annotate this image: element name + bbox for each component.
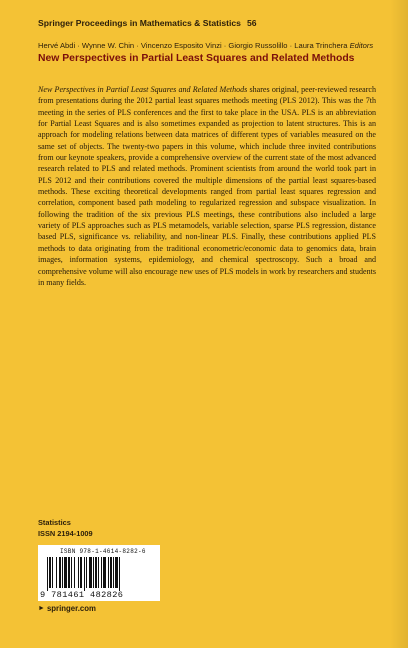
editors-line <box>38 41 398 50</box>
back-cover-blurb <box>38 84 376 288</box>
series-name: Springer Proceedings in Mathematics & Statistics <box>38 18 241 28</box>
series-line <box>38 18 257 28</box>
blurb-body: shares original, peer-reviewed research from presentations during the 2012 partial least squares methods meeting (PLS 2012). This was the 7th meeting in the series of PLS conferences and the first to take place in the USA. PLS is an abbreviation for Partial Least Squares and is also sometimes expanded as projection to latent structures. This is an approach for modeling relations between data matrices of different types of variables measured on the same set of objects. The twenty-two papers in this volume, which include three invited contributions from our keynote speakers, provide a comprehensive overview of the current state of the most advanced research related to PLS and related methods. Prominent scientists from around the world took part in PLS 2012 and their contributions covered the multiple dimensions of the partial least squares-based methods. These exciting theoretical developments ranged from partial least squares regression and correlation, component based path modeling to regularized regression and subspace visualization. In following the tradition of the six previous PLS meetings, these contributions also included a large variety of PLS approaches such as PLS metamodels, variable selection, sparse PLS regression, distance based PLS, significance vs. reliability, and non-linear PLS. Finally, these contributions applied PLS methods to data originating from the traditional econometric/economic data to genomics data, brain images, information systems, epidemiology, and chemical spectroscopy. Such a broad and comprehensive volume will also encourage new uses of PLS models in work by researchers and students in many fields. <box>38 85 376 287</box>
ean-number: 9 781461 482826 <box>40 590 124 600</box>
publisher-link[interactable] <box>38 604 96 613</box>
subject-label: Statistics <box>38 518 71 527</box>
issn-label: ISSN 2194-1009 <box>38 529 93 538</box>
cover-edge-shadow <box>390 0 408 648</box>
editor-names: Hervé Abdi · Wynne W. Chin · Vincenzo Esposito Vinzi · Giorgio Russolillo · Laura Trinchera <box>38 41 348 50</box>
book-title: New Perspectives in Partial Least Squares and Related Methods <box>38 53 355 64</box>
publisher-url: springer.com <box>46 604 96 613</box>
barcode <box>38 545 160 601</box>
blurb-lead-title: New Perspectives in Partial Least Squares and Related Methods <box>38 85 248 94</box>
barcode-bars <box>46 557 152 591</box>
arrow-right-icon: ► <box>38 605 45 612</box>
editors-label: Editors <box>349 41 374 50</box>
series-number: 56 <box>246 18 257 28</box>
isbn-text: ISBN 978-1-4614-8282-6 <box>60 548 146 555</box>
